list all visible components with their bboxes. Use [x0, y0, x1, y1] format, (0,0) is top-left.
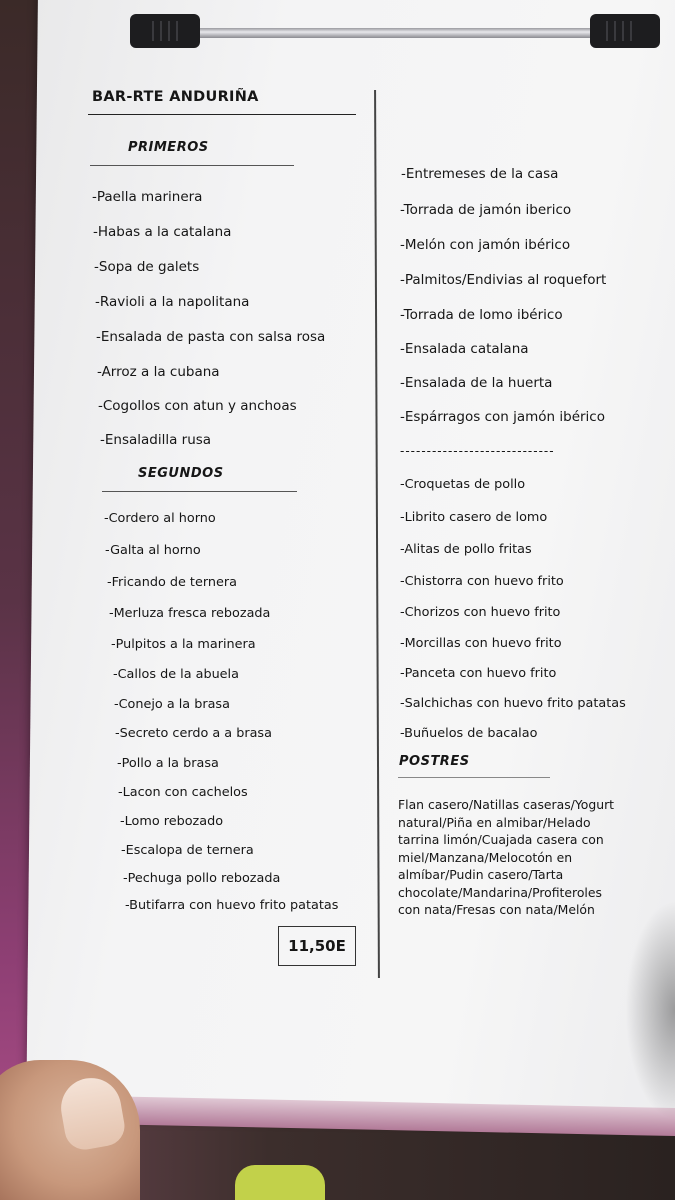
segundos-underline — [102, 491, 297, 492]
list-item: -Arroz a la cubana — [97, 364, 220, 380]
list-item: -Cogollos con atun y anchoas — [98, 398, 297, 414]
list-item: -Sopa de galets — [94, 259, 200, 275]
list-item: -Callos de la abuela — [113, 667, 239, 682]
list-item: -Ensalada de pasta con salsa rosa — [96, 329, 326, 345]
list-item: -Entremeses de la casa — [401, 166, 559, 182]
list-item: -Cordero al horno — [104, 511, 216, 526]
separator-dashes: ----------------------------- — [400, 444, 555, 458]
list-item: -Chistorra con huevo frito — [400, 574, 564, 589]
list-item: -Habas a la catalana — [93, 224, 232, 240]
primeros-heading: PRIMEROS — [128, 140, 209, 155]
list-item: -Panceta con huevo frito — [400, 666, 557, 681]
list-item: -Lomo rebozado — [120, 814, 224, 829]
list-item: -Galta al horno — [105, 543, 201, 558]
list-item: -Alitas de pollo fritas — [400, 542, 532, 557]
list-item: -Ravioli a la napolitana — [95, 294, 250, 310]
list-item: -Fricando de ternera — [107, 575, 237, 590]
list-item: -Pulpitos a la marinera — [111, 637, 256, 652]
postres-heading: POSTRES — [399, 754, 470, 769]
list-item: -Ensalada de la huerta — [400, 375, 553, 391]
list-item: -Lacon con cachelos — [118, 785, 248, 800]
segundos-heading: SEGUNDOS — [138, 466, 224, 481]
list-item: -Palmitos/Endivias al roquefort — [400, 272, 607, 288]
list-item: -Pollo a la brasa — [117, 756, 219, 771]
list-item: -Butifarra con huevo frito patatas — [125, 898, 339, 913]
list-item: -Ensaladilla rusa — [100, 432, 212, 448]
restaurant-name: BAR-RTE ANDURIÑA — [92, 89, 259, 105]
list-item: -Paella marinera — [92, 189, 203, 205]
list-item: -Buñuelos de bacalao — [400, 726, 538, 741]
list-item: -Secreto cerdo a a brasa — [115, 726, 272, 741]
column-divider — [374, 90, 380, 978]
price-box: 11,50E — [278, 926, 356, 966]
list-item: -Pechuga pollo rebozada — [123, 871, 281, 886]
list-item: -Chorizos con huevo frito — [400, 605, 561, 620]
primeros-underline — [90, 165, 294, 166]
list-item: -Morcillas con huevo frito — [400, 636, 562, 651]
list-item: -Torrada de lomo ibérico — [400, 307, 563, 323]
title-underline — [88, 114, 356, 115]
list-item: -Salchichas con huevo frito patatas — [400, 696, 626, 711]
list-item: -Conejo a la brasa — [114, 697, 230, 712]
list-item: -Melón con jamón ibérico — [400, 237, 571, 253]
postres-text: Flan casero/Natillas caseras/Yogurt natural/Piña en almibar/Helado tarrina limón/Cuajada casera con miel/Manzana/Melocotón en almíbar/Pudin casero/Tarta chocolate/Mandarina/Profiteroles con nata/Fresas con nata/Melón — [398, 797, 615, 917]
list-item: -Torrada de jamón iberico — [400, 202, 572, 218]
list-item: -Merluza fresca rebozada — [109, 606, 271, 621]
list-item: -Librito casero de lomo — [400, 510, 548, 525]
list-item: -Escalopa de ternera — [121, 843, 254, 858]
postres-underline — [398, 777, 550, 778]
list-item: -Espárragos con jamón ibérico — [400, 409, 605, 425]
list-item: -Croquetas de pollo — [400, 477, 526, 492]
list-item: -Ensalada catalana — [400, 341, 529, 357]
